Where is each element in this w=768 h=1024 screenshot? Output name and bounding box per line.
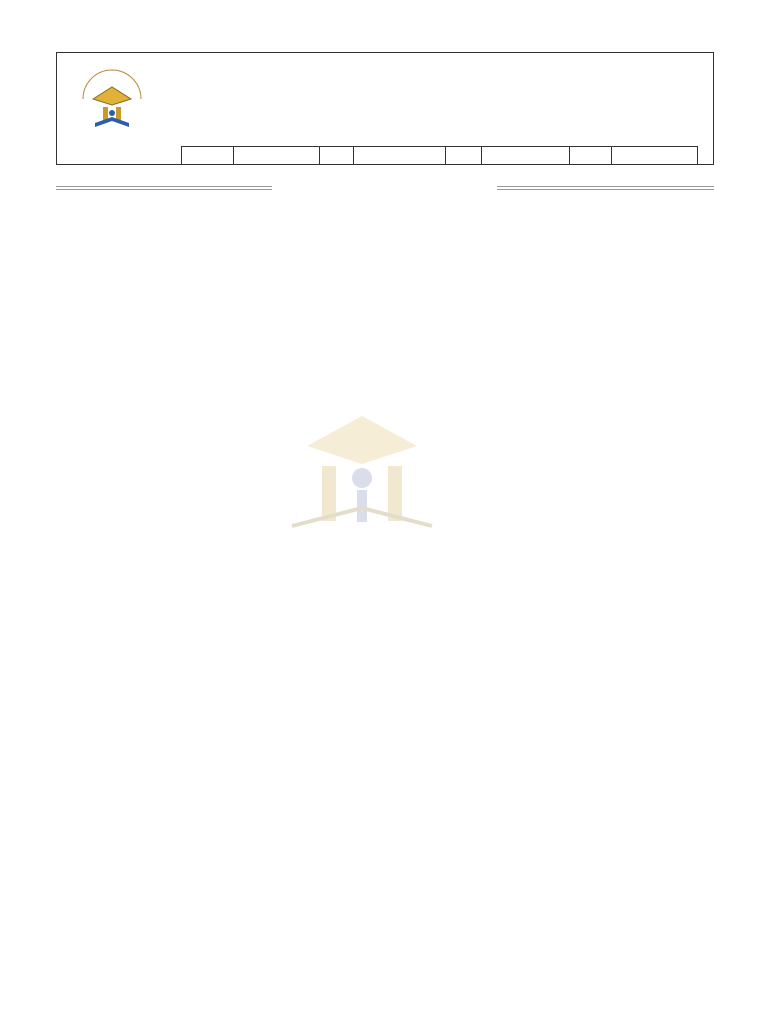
header-box: [56, 52, 714, 165]
marks-table: [181, 146, 698, 165]
watermark-logo-icon: [212, 366, 512, 566]
lq-marks-cell[interactable]: [482, 147, 570, 165]
lq-label: [446, 147, 482, 165]
total-marks-cell[interactable]: [612, 147, 698, 165]
total-label: [570, 147, 612, 165]
divider-left: [56, 186, 272, 190]
sq-marks-cell[interactable]: [354, 147, 446, 165]
mcq-marks-cell[interactable]: [234, 147, 320, 165]
objective-title-row: [56, 178, 714, 198]
logo-icon: [75, 69, 149, 139]
sq-label: [320, 147, 354, 165]
divider-right: [497, 186, 714, 190]
mcq-label: [182, 147, 234, 165]
